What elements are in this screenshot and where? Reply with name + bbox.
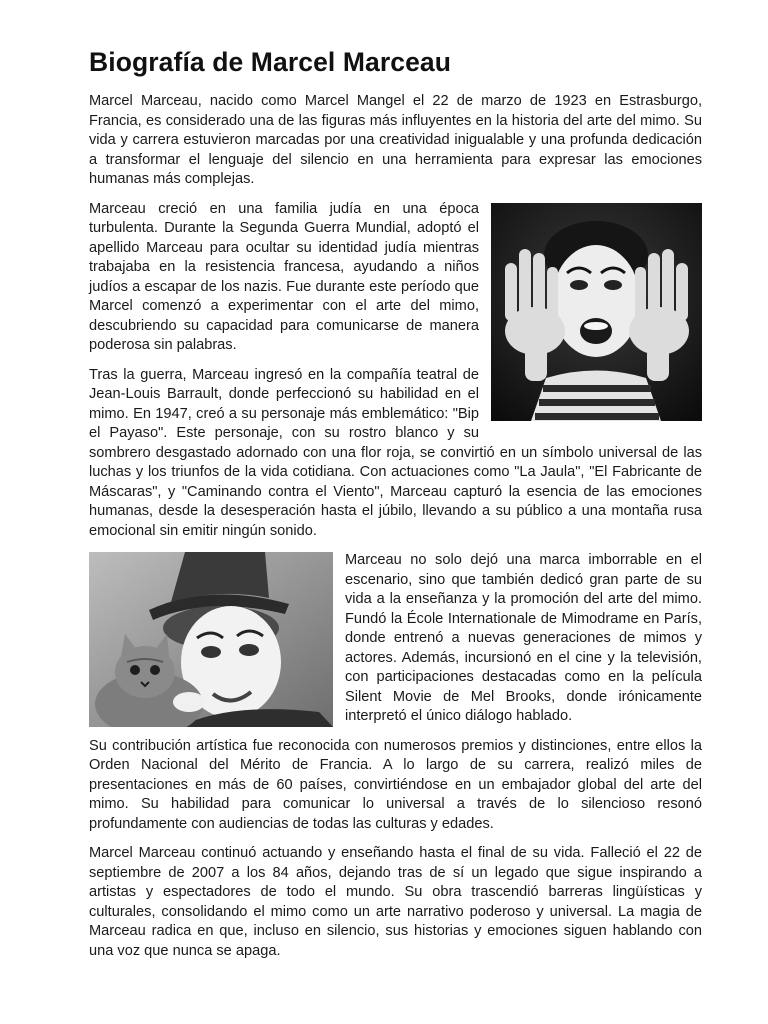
paragraph-final-years — [89, 844, 702, 961]
paragraph-intro-text: Marcel Marceau, nacido como Marcel Mangel el 22 de marzo de 1923 en Estrasburgo, Francia, es considerado una de las figuras más influyentes en la historia del arte del mimo. Su vida y carrera estuvieron marcadas por una creatividad inigualable y una profunda dedicación a transformar el lenguaje del silencio en una herramienta para expresar las emociones humanas más complejas. — [89, 93, 702, 187]
paragraph-awards — [89, 737, 702, 835]
paragraph-final-years-text: Marcel Marceau continuó actuando y enseñando hasta el final de su vida. Falleció el 22 de septiembre de 2007 a los 84 años, dejando tras de sí un legado que sigue inspirando a artistas y espectadores de todo el mundo. Su obra trascendió barreras lingüísticas y culturales, consolidando el mimo como un arte narrativo poderoso y universal. La magia de Marceau radica en que, incluso en silencio, sus historias y emociones siguen hablando con una voz que nunca se apaga. — [89, 845, 702, 959]
paragraph-intro — [89, 92, 702, 190]
paragraph-legacy-teaching-text: Marceau no solo dejó una marca imborrable en el escenario, sino que también dedicó gran parte de su vida a la enseñanza y la promoción del arte del mimo. Fundó la École Internationale de Mimodrame en París, donde entrenó a nuevas generaciones de mimos y actores. Además, incursionó en el cine y la televisión, con participaciones destacadas como en la película Silent Movie de Mel Brooks, donde irónicamente interpretó el único diálogo hablado. — [345, 552, 702, 724]
page-title: Biografía de Marcel Marceau — [89, 47, 452, 77]
paragraph-career-text: Tras la guerra, Marceau ingresó en la compañía teatral de Jean-Louis Barrault, donde perfeccionó su habilidad en el mimo. En 1947, creó a su personaje más emblemático: "Bip el Payaso". Este personaje, con su rostro blanco y su sombrero desgastado adornado con una flor roja, se convirtió en un símbolo universal de las luchas y los triunfos de la vida cotidiana. Con actuaciones como "La Jaula", "El Fabricante de Máscaras", y "Caminando contra el Viento", Marceau capturó la esencia de las emociones humanas, desde la desesperación hasta el júbilo, llevando a su público a una montaña rusa emocional sin emitir ningún sonido. — [89, 366, 702, 539]
mime-with-cat-photo — [89, 552, 333, 727]
mime-hands-photo — [491, 203, 702, 421]
paragraph-early-life-text: Marceau creció en una familia judía en una época turbulenta. Durante la Segunda Guerra Mundial, adoptó el apellido Marceau para ocultar su identidad judía mientras trabajaba en la resistencia francesa, ayudando a niños judíos a escapar de los nazis. Fue durante este período que Marcel comenzó a experimentar con el arte del mimo, descubriendo su capacidad para comunicarse de manera poderosa sin palabras. — [89, 200, 479, 353]
paragraph-awards-text: Su contribución artística fue reconocida con numerosos premios y distinciones, entre ellos la Orden Nacional del Mérito de Francia. A lo largo de su carrera, realizó miles de presentaciones en más de 60 países, convirtiéndose en un embajador global del arte del mimo. Su habilidad para comunicar lo universal a través de lo silencioso resonó profundamente con audiencias de todas las culturas y edades. — [89, 737, 702, 832]
